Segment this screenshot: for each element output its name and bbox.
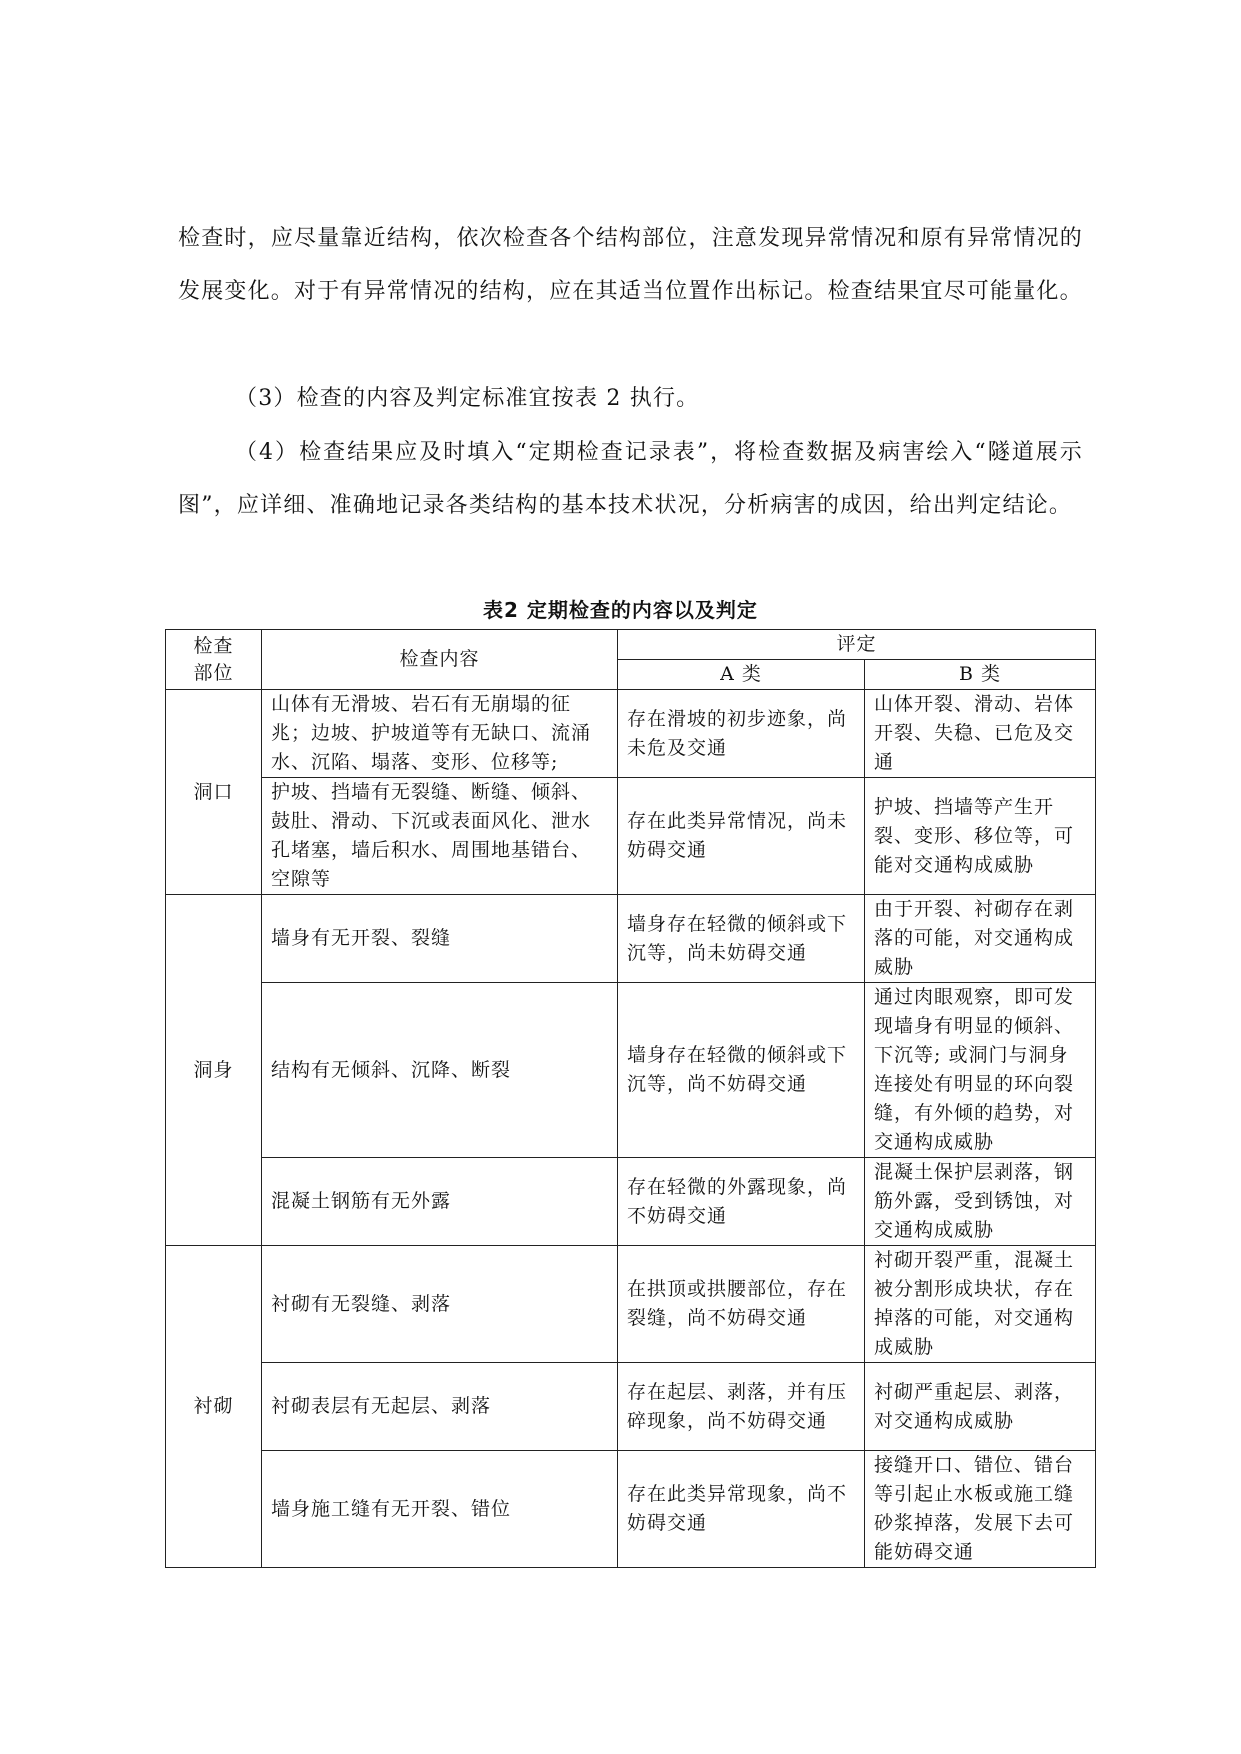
table-row bbox=[166, 895, 1096, 983]
header-class-b: B 类 bbox=[865, 660, 1096, 690]
table-row bbox=[166, 1363, 1096, 1451]
content-cell: 护坡、挡墙有无裂缝、断缝、倾斜、鼓肚、滑动、下沉或表面风化、泄水孔堵塞，墙后积水、周围地基错台、空隙等 bbox=[262, 778, 618, 895]
content-cell: 衬砌有无裂缝、剥落 bbox=[262, 1246, 618, 1363]
class-b-cell: 由于开裂、衬砌存在剥落的可能，对交通构成威胁 bbox=[865, 895, 1096, 983]
header-content: 检查内容 bbox=[262, 630, 618, 690]
inspection-table bbox=[165, 629, 1096, 1568]
content-cell: 墙身施工缝有无开裂、错位 bbox=[262, 1451, 618, 1568]
part-cell: 洞身 bbox=[166, 895, 262, 1246]
class-a-cell: 存在起层、剥落，并有压碎现象，尚不妨碍交通 bbox=[618, 1363, 865, 1451]
class-a-cell: 在拱顶或拱腰部位，存在裂缝，尚不妨碍交通 bbox=[618, 1246, 865, 1363]
class-a-cell: 存在此类异常现象，尚不妨碍交通 bbox=[618, 1451, 865, 1568]
header-part-line2: 部位 bbox=[193, 661, 234, 684]
class-b-cell: 混凝土保护层剥落，钢筋外露，受到锈蚀，对交通构成威胁 bbox=[865, 1158, 1096, 1246]
table-row bbox=[166, 778, 1096, 895]
table-header-row bbox=[166, 630, 1096, 660]
table-row bbox=[166, 1246, 1096, 1363]
class-b-cell: 山体开裂、滑动、岩体开裂、失稳、已危及交通 bbox=[865, 690, 1096, 778]
body-paragraph: （4）检查结果应及时填入“定期检查记录表”，将检查数据及病害绘入“隧道展示图”，应详细、准确地记录各类结构的基本技术状况，分析病害的成因，给出判定结论。 bbox=[178, 440, 1083, 518]
class-b-cell: 通过肉眼观察，即可发现墙身有明显的倾斜、下沉等; 或洞门与洞身连接处有明显的环向裂缝，有外倾的趋势，对交通构成威胁 bbox=[865, 983, 1096, 1158]
class-b-cell: 护坡、挡墙等产生开裂、变形、移位等，可能对交通构成威胁 bbox=[865, 778, 1096, 895]
body-paragraph: 检查时，应尽量靠近结构，依次检查各个结构部位，注意发现异常情况和原有异常情况的发展变化。对于有异常情况的结构，应在其适当位置作出标记。检查结果宜尽可能量化。 bbox=[178, 226, 1083, 304]
table-row bbox=[166, 983, 1096, 1158]
part-cell: 洞口 bbox=[166, 690, 262, 895]
body-paragraph: （3）检查的内容及判定标准宜按表 2 执行。 bbox=[235, 386, 700, 411]
content-cell: 山体有无滑坡、岩石有无崩塌的征兆；边坡、护坡道等有无缺口、流涌水、沉陷、塌落、变形、位移等; bbox=[262, 690, 618, 778]
class-a-cell: 存在此类异常情况，尚未妨碍交通 bbox=[618, 778, 865, 895]
content-cell: 衬砌表层有无起层、剥落 bbox=[262, 1363, 618, 1451]
header-part-line1: 检查 bbox=[193, 634, 234, 657]
table-caption: 表2 定期检查的内容以及判定 bbox=[483, 598, 758, 622]
header-part bbox=[166, 630, 262, 690]
class-a-cell: 存在滑坡的初步迹象，尚未危及交通 bbox=[618, 690, 865, 778]
table-row bbox=[166, 690, 1096, 778]
class-b-cell: 接缝开口、错位、错台等引起止水板或施工缝砂浆掉落，发展下去可能妨碍交通 bbox=[865, 1451, 1096, 1568]
content-cell: 墙身有无开裂、裂缝 bbox=[262, 895, 618, 983]
content-cell: 结构有无倾斜、沉降、断裂 bbox=[262, 983, 618, 1158]
class-a-cell: 墙身存在轻微的倾斜或下沉等，尚未妨碍交通 bbox=[618, 895, 865, 983]
header-class-a: A 类 bbox=[618, 660, 865, 690]
class-a-cell: 墙身存在轻微的倾斜或下沉等，尚不妨碍交通 bbox=[618, 983, 865, 1158]
header-rating: 评定 bbox=[618, 630, 1096, 660]
class-b-cell: 衬砌严重起层、剥落，对交通构成威胁 bbox=[865, 1363, 1096, 1451]
class-b-cell: 衬砌开裂严重，混凝土被分割形成块状，存在掉落的可能，对交通构成威胁 bbox=[865, 1246, 1096, 1363]
table-row bbox=[166, 1158, 1096, 1246]
table-row bbox=[166, 1451, 1096, 1568]
content-cell: 混凝土钢筋有无外露 bbox=[262, 1158, 618, 1246]
class-a-cell: 存在轻微的外露现象，尚不妨碍交通 bbox=[618, 1158, 865, 1246]
part-cell: 衬砌 bbox=[166, 1246, 262, 1568]
